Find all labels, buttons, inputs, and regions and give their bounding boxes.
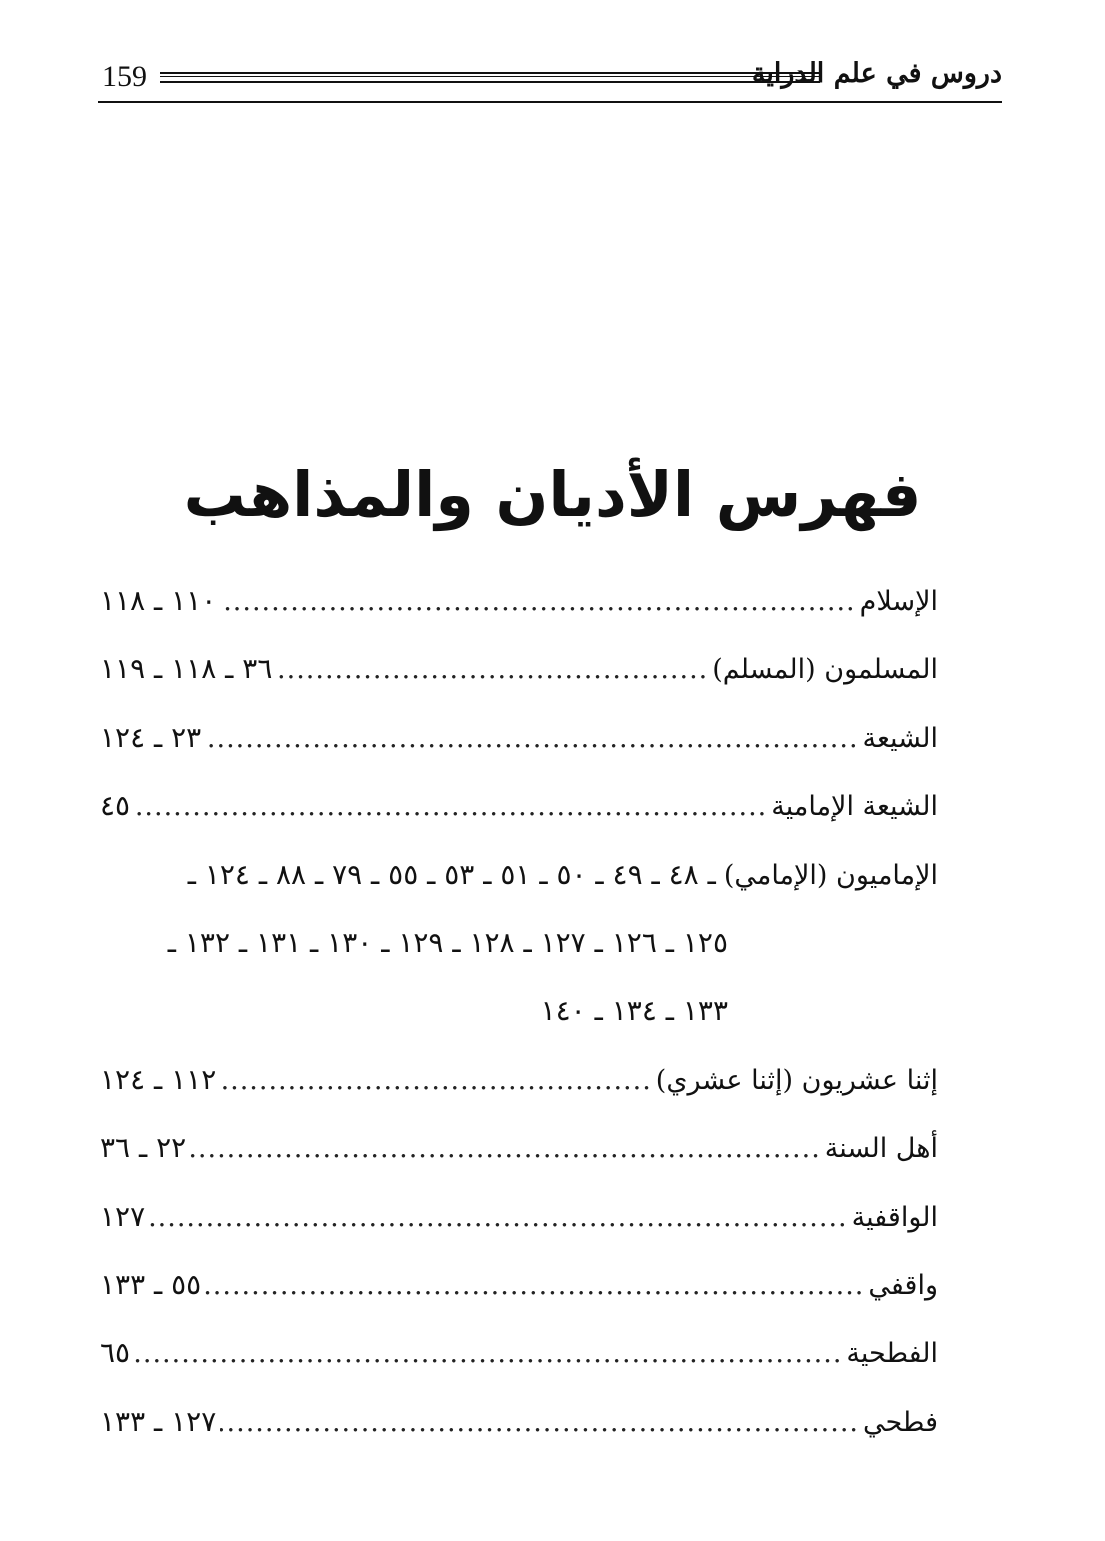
entry-term: الإماميون (الإمامي)	[723, 859, 938, 891]
leader-dots	[276, 654, 708, 685]
entry-pages: ١٢٧	[100, 1199, 146, 1233]
index-entry-continuation	[100, 926, 938, 994]
index-entry-continuation	[100, 994, 938, 1062]
entry-term: الشيعة	[862, 722, 938, 754]
index-title: فهرس الأديان والمذاهب	[183, 458, 922, 531]
entry-pages: ١٢٥ ـ ١٢٦ ـ ١٢٧ ـ ١٢٨ ـ ١٢٩ ـ ١٣٠ ـ ١٣١ ـ ١٣٢ ـ	[167, 925, 728, 959]
header-divider	[98, 101, 1002, 103]
page-number: 159	[102, 60, 147, 93]
leader-dots	[190, 1133, 821, 1164]
leader-dots	[134, 1338, 842, 1369]
index-entry	[100, 1268, 938, 1336]
entry-term: فطحي	[863, 1406, 938, 1438]
header-rule	[160, 72, 820, 83]
entry-pages: ٦٥	[100, 1336, 131, 1370]
leader-dots	[220, 1065, 652, 1096]
entry-term: الشيعة الإمامية	[771, 791, 938, 823]
entry-pages: ١١٠ ـ ١١٨	[100, 584, 217, 617]
index-entry	[100, 1063, 938, 1131]
entry-term: الواقفية	[851, 1201, 938, 1233]
entry-pages: ٢٣ ـ ١٢٤	[100, 720, 202, 754]
entry-pages: ٢٢ ـ ٣٦	[100, 1131, 187, 1165]
entry-pages: ـ ٤٨ ـ ٤٩ ـ ٥٠ ـ ٥١ ـ ٥٣ ـ ٥٥ ـ ٧٩ ـ ٨٨ ـ ١٢٤ ـ	[187, 857, 716, 891]
entry-pages: ٣٦ ـ ١١٨ ـ ١١٩	[100, 652, 273, 686]
leader-dots	[205, 723, 858, 754]
page-header	[98, 58, 1002, 108]
leader-dots	[149, 1202, 848, 1233]
index-entry	[100, 1131, 938, 1199]
entry-term: أهل السنة	[824, 1133, 938, 1165]
entry-term: الفطحية	[846, 1338, 938, 1370]
entry-pages: ١١٢ ـ ١٢٤	[100, 1062, 217, 1096]
entry-pages: ١٣٣ ـ ١٣٤ ـ ١٤٠	[540, 994, 728, 1028]
entry-pages: ٤٥	[100, 789, 131, 823]
entry-term: واقفي	[868, 1269, 938, 1301]
index-entry	[100, 1405, 938, 1473]
book-title: دروس في علم الدراية	[751, 58, 1002, 89]
leader-dots	[134, 791, 767, 822]
entry-term: الإسلام	[859, 586, 938, 617]
index-entry	[100, 1336, 938, 1404]
entry-pages: ١٢٧ ـ ١٣٣	[100, 1404, 217, 1438]
index-entries	[100, 584, 938, 1473]
index-entry	[100, 652, 938, 720]
entry-pages: ٥٥ ـ ١٣٣	[100, 1267, 202, 1301]
index-entry	[100, 584, 938, 652]
index-entry	[100, 789, 938, 857]
leader-dots	[220, 586, 855, 617]
index-entry	[100, 721, 938, 789]
index-entry	[100, 858, 938, 926]
leader-dots	[220, 1407, 859, 1438]
entry-term: إثنا عشريون (إثنا عشري)	[655, 1064, 938, 1096]
entry-term: المسلمون (المسلم)	[712, 654, 938, 686]
leader-dots	[205, 1270, 864, 1301]
index-entry	[100, 1200, 938, 1268]
